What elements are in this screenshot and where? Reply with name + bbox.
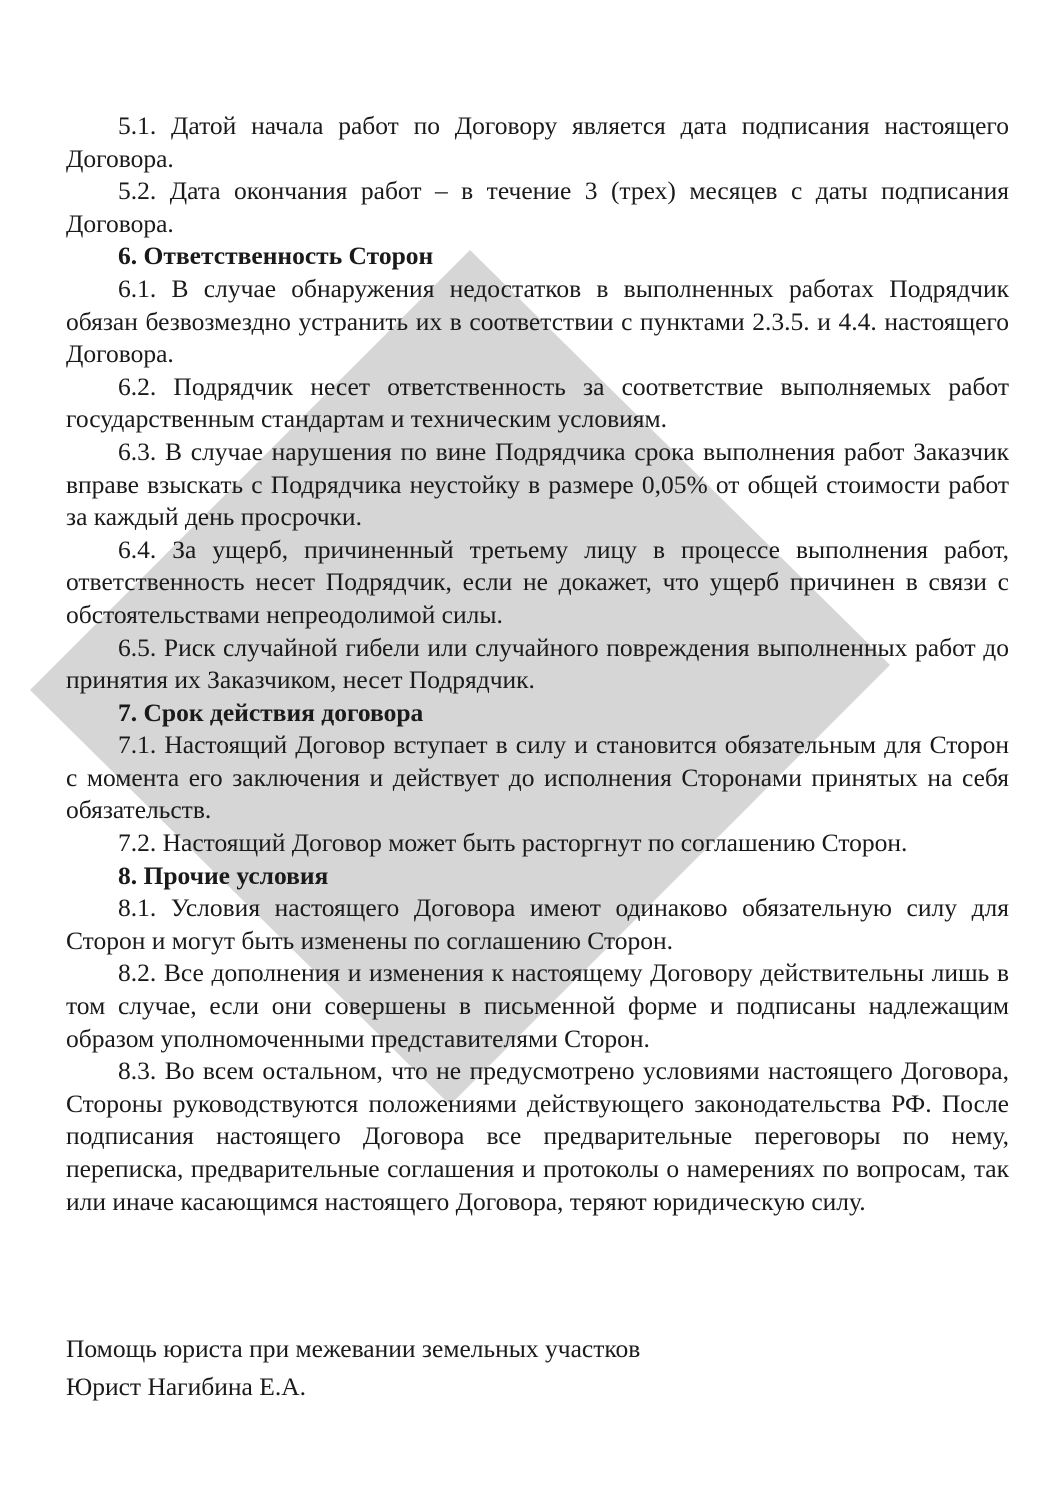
clause-5-1: 5.1. Датой начала работ по Договору является дата подписания настоящего Договора. — [66, 111, 1009, 173]
clause-6-3: 6.3. В случае нарушения по вине Подрядчика срока выполнения работ Заказчик вправе взыскать с Подрядчика неустойку в размере 0,05% от общей стоимости работ за каждый день просрочки. — [66, 436, 1009, 532]
section-6-heading: 6. Ответственность Сторон — [118, 241, 434, 271]
footer — [66, 1330, 1009, 1406]
clause-6-5: 6.5. Риск случайной гибели или случайного повреждения выполненных работ до принятия их Заказчиком, несет Подрядчик. — [66, 632, 1009, 695]
clause-6-2: 6.2. Подрядчик несет ответственность за соответствие выполняемых работ государственным стандартам и техническим условиям. — [66, 371, 1009, 434]
clause-7-1: 7.1. Настоящий Договор вступает в силу и становится обязательным для Сторон с момента его заключения и действует до исполнения Сторонами принятых на себя обязательств. — [66, 730, 1009, 825]
clause-6-1: 6.1. В случае обнаружения недостатков в выполненных работах Подрядчик обязан безвозмездно устранить их в соответствии с пунктами 2.3.5. и 4.4. настоящего Договора. — [66, 273, 1009, 369]
footer-author-line: Юрист Нагибина Е.А. — [66, 1372, 306, 1401]
section-7-heading: 7. Срок действия договора — [118, 697, 424, 727]
footer-service-line: Помощь юриста при межевании земельных участков — [66, 1334, 641, 1363]
section-8-heading: 8. Прочие условия — [118, 860, 329, 890]
contract-body — [66, 110, 1009, 1218]
clause-5-2: 5.2. Дата окончания работ – в течение 3 (трех) месяцев с даты подписания Договора. — [66, 176, 1009, 238]
clause-8-2: 8.2. Все дополнения и изменения к настоящему Договору действительны лишь в том случае, если они совершены в письменной форме и подписаны надлежащим образом уполномоченными представителями Сторон. — [66, 958, 1009, 1053]
clause-7-2: 7.2. Настоящий Договор может быть расторгнут по соглашению Сторон. — [118, 828, 908, 858]
clause-6-4: 6.4. За ущерб, причиненный третьему лицу в процессе выполнения работ, ответственность несет Подрядчик, если не докажет, что ущерб причинен в связи с обстоятельствами непреодолимой силы. — [66, 534, 1009, 629]
clause-8-1: 8.1. Условия настоящего Договора имеют одинаково обязательную силу для Сторон и могут быть изменены по соглашению Сторон. — [66, 893, 1009, 955]
clause-8-3: 8.3. Во всем остальном, что не предусмотрено условиями настоящего Договора, Стороны руководствуются положениями действующего законодательства РФ. После подписания настоящего Договора все предварительные переговоры по нему, переписка, предварительные соглашения и протоколы о намерениях по вопросам, так или иначе касающимся настоящего Договора, теряют юридическую силу. — [66, 1056, 1009, 1216]
